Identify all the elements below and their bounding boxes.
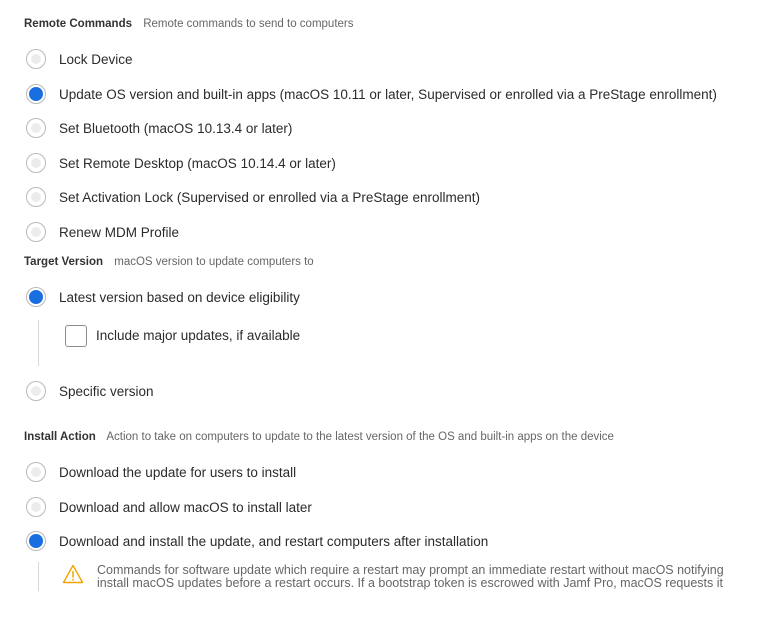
radio-label: Download the update for users to install <box>59 464 297 480</box>
nested-option-line <box>38 320 39 366</box>
warning-text <box>97 564 724 590</box>
radio-set-activation-lock[interactable] <box>26 185 480 209</box>
section-title: Install Action <box>24 431 96 443</box>
include-major-updates-checkbox[interactable] <box>65 323 300 348</box>
radio-button[interactable] <box>26 49 46 69</box>
checkbox[interactable] <box>65 325 87 347</box>
radio-label: Specific version <box>59 383 154 399</box>
radio-download-for-users[interactable] <box>26 460 296 484</box>
radio-lock-device[interactable] <box>26 47 133 71</box>
radio-button[interactable] <box>26 222 46 242</box>
checkbox-label: Include major updates, if available <box>96 328 301 343</box>
radio-label: Download and install the update, and restart computers after installation <box>59 533 489 549</box>
radio-specific-version[interactable] <box>26 379 154 403</box>
radio-button-selected[interactable] <box>26 287 46 307</box>
section-title: Target Version <box>24 256 104 268</box>
radio-label: Set Remote Desktop (macOS 10.14.4 or later) <box>59 155 336 171</box>
section-description: macOS version to update computers to <box>114 256 314 268</box>
radio-button[interactable] <box>26 497 46 517</box>
warning-icon <box>62 564 84 584</box>
remote-commands-header <box>24 18 354 30</box>
radio-button[interactable] <box>26 462 46 482</box>
radio-button[interactable] <box>26 153 46 173</box>
warning-line-1: Commands for software update which require a restart may prompt an immediate restart without macOS notifying <box>97 564 724 577</box>
radio-renew-mdm-profile[interactable] <box>26 220 179 244</box>
target-version-header <box>24 256 314 268</box>
radio-label: Download and allow macOS to install later <box>59 499 312 515</box>
section-description: Remote commands to send to computers <box>143 18 354 30</box>
radio-button-selected[interactable] <box>26 531 46 551</box>
warning-line-2: install macOS updates before a restart occurs. If a bootstrap token is escrowed with Jamf Pro, macOS requests it <box>97 576 723 590</box>
radio-label: Set Bluetooth (macOS 10.13.4 or later) <box>59 120 293 136</box>
nested-warning-line <box>38 562 39 591</box>
radio-label: Latest version based on device eligibility <box>59 289 300 305</box>
radio-download-install-later[interactable] <box>26 495 312 519</box>
radio-label: Update OS version and built-in apps (macOS 10.11 or later, Supervised or enrolled via a PreStage enrollment) <box>59 86 717 102</box>
radio-set-remote-desktop[interactable] <box>26 151 336 175</box>
radio-button[interactable] <box>26 381 46 401</box>
radio-set-bluetooth[interactable] <box>26 116 292 140</box>
radio-button[interactable] <box>26 118 46 138</box>
radio-label: Renew MDM Profile <box>59 224 180 240</box>
radio-button-selected[interactable] <box>26 84 46 104</box>
radio-latest-version[interactable] <box>26 285 300 309</box>
restart-warning <box>62 564 782 590</box>
radio-download-install-restart[interactable] <box>26 529 488 553</box>
section-title: Remote Commands <box>24 18 132 30</box>
section-description: Action to take on computers to update to the latest version of the OS and built-in apps on the device <box>106 431 614 443</box>
install-action-header <box>24 431 614 443</box>
radio-label: Set Activation Lock (Supervised or enrolled via a PreStage enrollment) <box>59 189 480 205</box>
radio-label: Lock Device <box>59 51 133 67</box>
radio-button[interactable] <box>26 187 46 207</box>
radio-update-os[interactable] <box>26 82 717 106</box>
